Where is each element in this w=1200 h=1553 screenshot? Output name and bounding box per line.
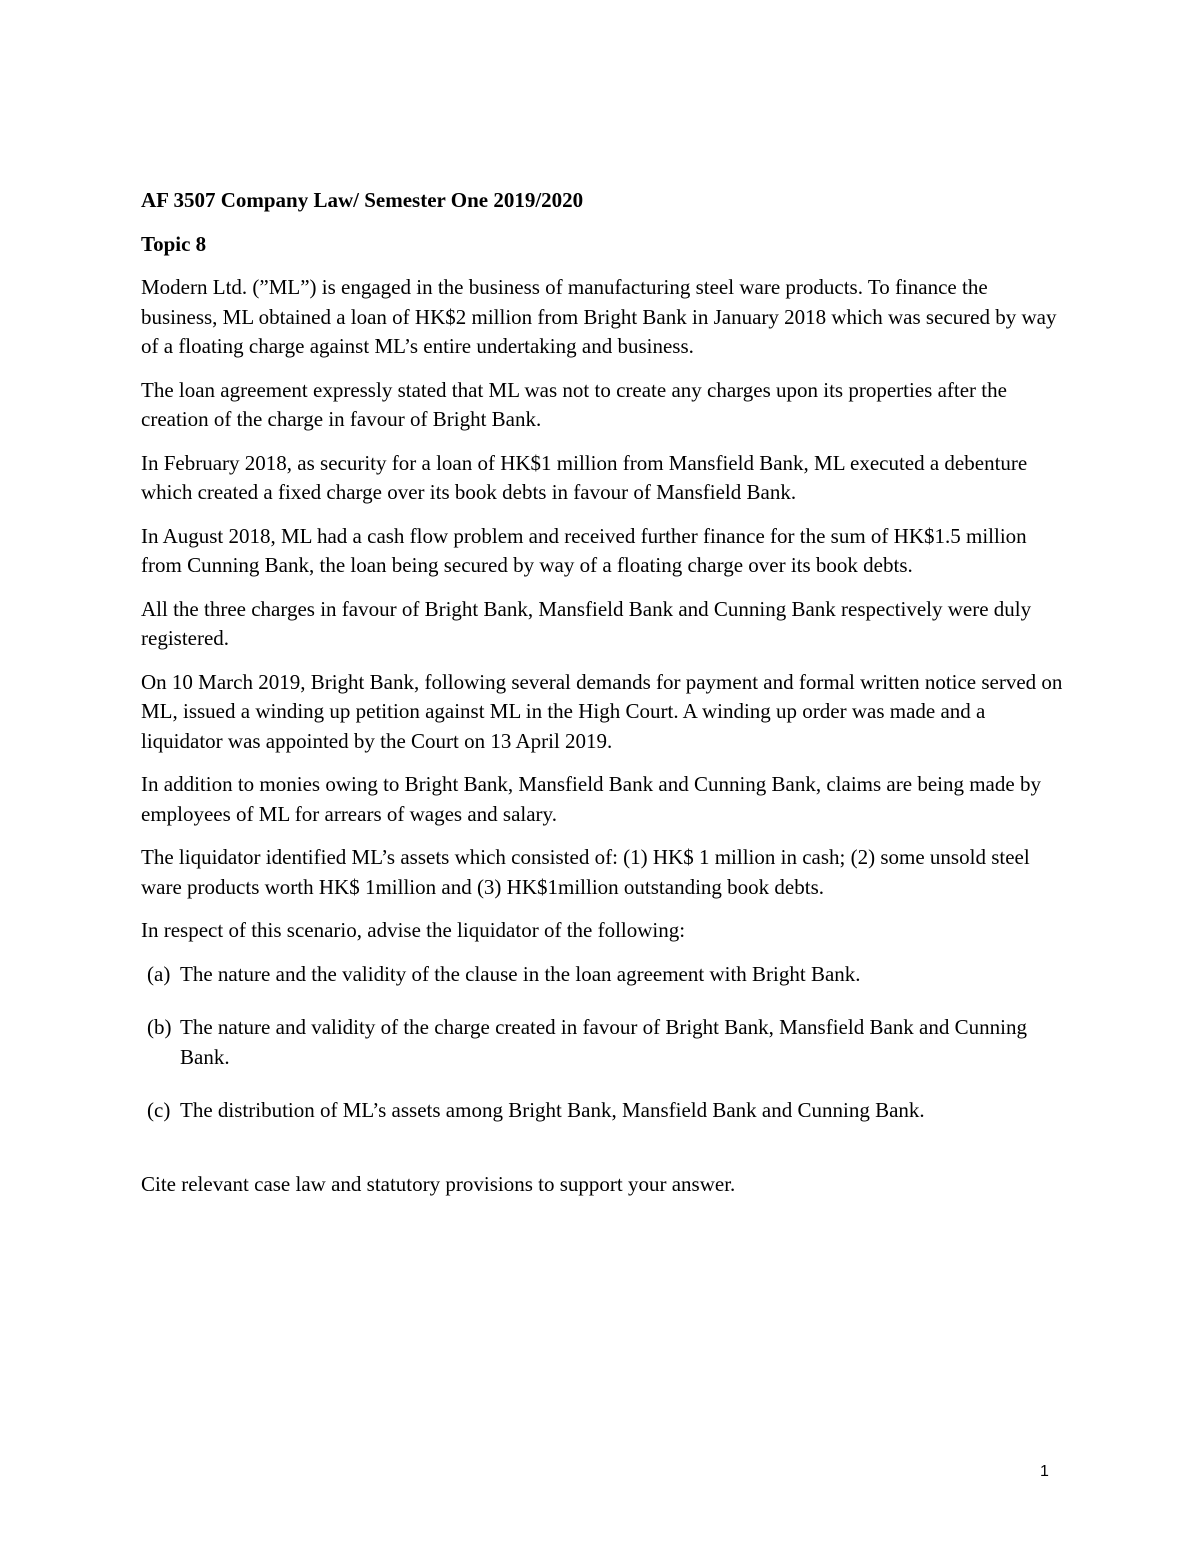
course-heading: AF 3507 Company Law/ Semester One 2019/2020 xyxy=(141,188,584,212)
document-content xyxy=(141,186,1066,1213)
question-label: (b) xyxy=(147,1015,172,1039)
question-list xyxy=(141,960,1066,1126)
scenario-paragraph: Modern Ltd. (”ML”) is engaged in the business of manufacturing steel ware products. To finance the business, ML obtained a loan of HK$2 million from Bright Bank in January 2018 which was secured by way of a floating charge against ML’s entire undertaking and business. xyxy=(141,275,1057,358)
scenario-paragraph: The loan agreement expressly stated that ML was not to create any charges upon its properties after the creation of the charge in favour of Bright Bank. xyxy=(141,377,1007,431)
scenario-paragraph: On 10 March 2019, Bright Bank, following several demands for payment and formal written notice served on ML, issued a winding up petition against ML in the High Court. A winding up order was made and a liquidator was appointed by the Court on 13 April 2019. xyxy=(141,669,1063,753)
question-item xyxy=(141,1013,1066,1072)
scenario-paragraph: In February 2018, as security for a loan of HK$1 million from Mansfield Bank, ML executed a debenture which created a fixed charge over its book debts in favour of Mansfield Bank. xyxy=(141,450,1028,504)
scenario-paragraph: In August 2018, ML had a cash flow problem and received further finance for the sum of HK$1.5 million from Cunning Bank, the loan being secured by way of a floating charge over its book debts. xyxy=(141,523,1027,577)
question-item xyxy=(141,1096,1066,1126)
page-number: 1 xyxy=(1040,1463,1049,1480)
question-text: The nature and validity of the charge created in favour of Bright Bank, Mansfield Bank and Cunning Bank. xyxy=(180,1015,1027,1069)
question-text: The nature and the validity of the clause in the loan agreement with Bright Bank. xyxy=(180,961,861,986)
question-text: The distribution of ML’s assets among Bright Bank, Mansfield Bank and Cunning Bank. xyxy=(180,1098,925,1122)
scenario-paragraph: In addition to monies owing to Bright Bank, Mansfield Bank and Cunning Bank, claims are being made by employees of ML for arrears of wages and salary. xyxy=(141,772,1041,826)
instruction-paragraph: In respect of this scenario, advise the liquidator of the following: xyxy=(141,918,686,942)
closing-instruction: Cite relevant case law and statutory provisions to support your answer. xyxy=(141,1171,736,1196)
question-label: (a) xyxy=(147,961,171,986)
topic-heading: Topic 8 xyxy=(141,231,207,256)
question-label: (c) xyxy=(147,1098,171,1122)
scenario-paragraph: All the three charges in favour of Bright Bank, Mansfield Bank and Cunning Bank respectively were duly registered. xyxy=(141,596,1032,650)
question-item xyxy=(141,960,1066,990)
scenario-paragraph: The liquidator identified ML’s assets which consisted of: (1) HK$ 1 million in cash; (2) some unsold steel ware products worth HK$ 1million and (3) HK$1million outstanding book debts. xyxy=(141,845,1030,899)
